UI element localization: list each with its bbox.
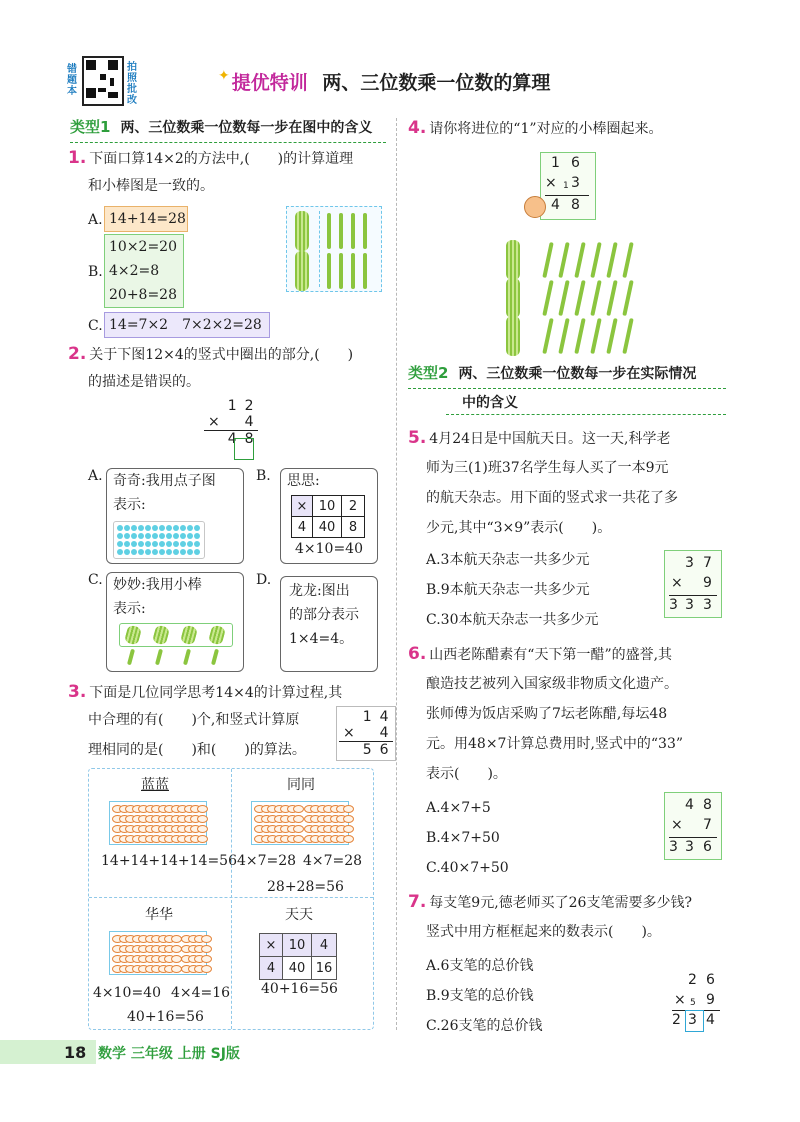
type2-underline (446, 414, 726, 415)
dot (117, 549, 123, 555)
dot (131, 541, 137, 547)
dot (117, 541, 123, 547)
page-title (218, 68, 550, 95)
stick (606, 280, 617, 316)
q4-line (408, 118, 663, 139)
oval (343, 815, 354, 823)
tongtong-ovals (251, 801, 349, 845)
q1-b-line1: 10×2=20 (109, 239, 177, 255)
header (0, 0, 800, 110)
q5-option-c[interactable]: C.30本航天杂志一共多少元 (426, 612, 599, 628)
dot (124, 533, 130, 539)
q7-option-c[interactable]: C.26支笔的总价钱 (426, 1018, 543, 1034)
dot (131, 525, 137, 531)
q6-line2: 酿造技艺被列入国家级非物质文化遗产。 (426, 676, 678, 692)
title-highlight: 提优特训 (231, 72, 308, 94)
stick (574, 318, 585, 354)
oval (197, 815, 208, 823)
stick (574, 280, 585, 316)
type1-text: 两、三位数乘一位数每一步在图中的含义 (120, 120, 373, 136)
dot (124, 549, 130, 555)
q3-vertical: 1 4 × 4 5 6 (336, 706, 396, 761)
q1-option-a-label[interactable]: A. (88, 212, 103, 228)
tiantian-equation: 40+16=56 (261, 981, 338, 997)
type2-header (408, 362, 726, 383)
q2-option-a[interactable] (106, 468, 244, 564)
q4-sticks (500, 236, 650, 356)
dot (117, 533, 123, 539)
dot (194, 541, 200, 547)
q4-text: 请你将进位的“1”对应的小棒圈起来。 (429, 121, 663, 137)
huahua-name: 华华 (145, 907, 173, 923)
oval (343, 835, 354, 843)
q1-stick-diagram (286, 206, 382, 292)
dot (187, 549, 193, 555)
q4-cartoon-icon (524, 196, 546, 218)
oval (197, 805, 208, 813)
q1-option-c-label[interactable]: C. (88, 318, 103, 334)
q2-option-b-label[interactable]: B. (256, 468, 271, 484)
huahua-eq3: 40+16=56 (127, 1009, 204, 1025)
dot (124, 525, 130, 531)
q7-number: 7. (408, 892, 427, 912)
q1-line2: 和小棒图是一致的。 (88, 178, 214, 194)
dot (173, 525, 179, 531)
q7-option-a[interactable]: A.6支笔的总价钱 (426, 958, 534, 974)
q2-b-table: × 10 2 4 40 8 (291, 495, 365, 538)
q3-methods-grid (88, 768, 374, 1030)
q2-a-text1: 奇奇:我用点子图 (113, 473, 216, 489)
q2-b-name: 思思: (287, 473, 320, 489)
q2-b-equation: 4×10=40 (295, 541, 363, 557)
qr-code[interactable] (82, 56, 124, 106)
stick (558, 242, 569, 278)
stick (574, 242, 585, 278)
stick-bundles (119, 623, 233, 647)
dot (117, 525, 123, 531)
dot (152, 533, 158, 539)
lanlan-name: 蓝蓝 (141, 777, 169, 793)
oval (171, 965, 182, 973)
type2-text1: 两、三位数乘一位数每一步在实际情况 (458, 366, 697, 382)
huahua-eq1: 4×10=40 (93, 985, 161, 1001)
dot (166, 549, 172, 555)
dot (145, 541, 151, 547)
q5-option-a[interactable]: A.3本航天杂志一共多少元 (426, 552, 590, 568)
dot (159, 541, 165, 547)
dot (138, 533, 144, 539)
oval (171, 955, 182, 963)
title-main: 两、三位数乘一位数的算理 (322, 72, 551, 94)
qr-right-label: 拍照批改 (127, 62, 137, 106)
oval (197, 835, 208, 843)
oval (293, 815, 304, 823)
oval (201, 945, 212, 953)
q1-text1: 下面口算14×2的方法中,( )的计算道理 (89, 151, 354, 167)
q3-line2: 中合理的有( )个,和竖式计算原 (88, 712, 300, 728)
stick (590, 318, 601, 354)
dot (159, 549, 165, 555)
stick (590, 242, 601, 278)
stick (558, 318, 569, 354)
q2-d-text3: 1×4=4。 (289, 631, 354, 647)
qr-left-label: 错题本 (67, 64, 77, 97)
dot-grid (113, 521, 205, 559)
tongtong-name: 同同 (287, 777, 315, 793)
tiantian-table: × 10 4 4 40 16 (259, 933, 337, 980)
q2-number: 2. (68, 344, 87, 364)
oval (293, 835, 304, 843)
q4-number: 4. (408, 118, 427, 138)
q6-line1 (408, 644, 672, 665)
oval (171, 945, 182, 953)
q1-b-line3: 20+8=28 (109, 287, 177, 303)
dot (194, 533, 200, 539)
dot (180, 525, 186, 531)
q2-d-text1: 龙龙:图出 (289, 583, 350, 599)
dot (173, 549, 179, 555)
q6-text1: 山西老陈醋素有“天下第一醋”的盛誉,其 (429, 647, 673, 663)
dot (138, 549, 144, 555)
tongtong-eq3: 28+28=56 (267, 879, 344, 895)
q4-vertical: 1 6 × 1 3 4 8 (540, 152, 596, 220)
oval (293, 825, 304, 833)
q1-line1 (68, 148, 353, 169)
dot (152, 549, 158, 555)
type2-tag: 类型2 (408, 364, 449, 382)
dot (187, 533, 193, 539)
sparkle-icon: ✦ (218, 68, 230, 84)
q1-option-a[interactable]: 14+14=28 (104, 206, 188, 232)
q6-option-b[interactable]: B.4×7+50 (426, 830, 500, 846)
q2-vertical: 1 2 × 4 4 8 (204, 398, 258, 447)
dot (131, 549, 137, 555)
q2-line1 (68, 344, 353, 365)
q6-line5: 表示( )。 (426, 766, 507, 782)
q5-number: 5. (408, 428, 427, 448)
q1-option-b[interactable] (104, 234, 184, 308)
q7-line2: 竖式中用方框框起来的数表示( )。 (426, 924, 661, 940)
column-divider (396, 118, 397, 1030)
oval (293, 805, 304, 813)
oval (171, 935, 182, 943)
q2-text1: 关于下图12×4的竖式中圈出的部分,( ) (89, 347, 354, 363)
stick (622, 318, 633, 354)
stick (542, 242, 553, 278)
dot (180, 533, 186, 539)
dot (145, 525, 151, 531)
q2-c-text1: 妙妙:我用小棒 (113, 577, 202, 593)
dot (180, 541, 186, 547)
dot (131, 533, 137, 539)
huahua-eq2: 4×4=16 (171, 985, 231, 1001)
q7-text1: 每支笔9元,德老师买了26支笔需要多少钱? (429, 895, 692, 911)
dot (187, 525, 193, 531)
q1-b-line2: 4×2=8 (109, 263, 160, 279)
q7-highlight-box (685, 1010, 704, 1032)
q6-line4: 元。用48×7计算总费用时,竖式中的“33” (426, 736, 684, 752)
q6-option-a[interactable]: A.4×7+5 (426, 800, 491, 816)
q5-text1: 4月24日是中国航天日。这一天,科学老 (429, 431, 671, 447)
q6-number: 6. (408, 644, 427, 664)
stick (622, 280, 633, 316)
page-number: 18 (64, 1043, 87, 1062)
huahua-ovals (109, 931, 207, 975)
q3-text1: 下面是几位同学思考14×4的计算过程,其 (89, 685, 343, 701)
dot (166, 541, 172, 547)
footer-book-info: 数学 三年级 上册 SJ版 (98, 1046, 240, 1062)
oval (343, 805, 354, 813)
q3-line3: 理相同的是( )和( )的算法。 (88, 742, 306, 758)
q7-vertical: 2 6 × 5 9 2 3 4 (668, 970, 724, 1030)
q2-option-d-label[interactable]: D. (256, 572, 272, 588)
oval (343, 825, 354, 833)
dot (145, 549, 151, 555)
q5-option-b[interactable]: B.9本航天杂志一共多少元 (426, 582, 590, 598)
q5-vertical: 3 7 × 9 3 3 3 (664, 550, 722, 618)
dot (166, 525, 172, 531)
q5-line1 (408, 428, 670, 449)
oval (201, 965, 212, 973)
stick (558, 280, 569, 316)
lanlan-equation: 14+14+14+14=56 (101, 853, 237, 869)
stick (542, 318, 553, 354)
dot (180, 549, 186, 555)
stick (606, 242, 617, 278)
q2-option-a-label[interactable]: A. (88, 468, 103, 484)
dot (194, 525, 200, 531)
dot (124, 541, 130, 547)
q2-option-c-label[interactable]: C. (88, 572, 103, 588)
type1-header (70, 116, 386, 137)
q5-line4: 少元,其中“3×9”表示( )。 (426, 520, 612, 536)
type2-text2: 中的含义 (462, 395, 518, 411)
dot (187, 541, 193, 547)
oval (201, 935, 212, 943)
q1-option-c[interactable]: 14=7×2 7×2×2=28 (104, 312, 270, 338)
q5-line2: 师为三(1)班37名学生每人买了一本9元 (426, 460, 669, 476)
stick (606, 318, 617, 354)
q2-d-text2: 的部分表示 (289, 607, 359, 623)
q1-number: 1. (68, 148, 87, 168)
tiantian-name: 天天 (285, 907, 313, 923)
tongtong-eq1: 4×7=28 (237, 853, 297, 869)
stick (542, 280, 553, 316)
dot (152, 541, 158, 547)
oval (201, 955, 212, 963)
dot (152, 525, 158, 531)
lanlan-ovals (109, 801, 207, 845)
dot (159, 525, 165, 531)
tongtong-eq2: 4×7=28 (303, 853, 363, 869)
q2-option-b[interactable] (280, 468, 378, 564)
q1-option-b-label[interactable]: B. (88, 264, 103, 280)
stick (622, 242, 633, 278)
type1-tag: 类型1 (70, 118, 111, 136)
oval (197, 825, 208, 833)
dot (159, 533, 165, 539)
dot (173, 541, 179, 547)
q2-a-text2: 表示: (113, 497, 146, 513)
stick (590, 280, 601, 316)
dot (138, 541, 144, 547)
q6-line3: 张师傅为饭店采购了7坛老陈醋,每坛48 (426, 706, 668, 722)
q3-line1 (68, 682, 342, 703)
q7-option-b[interactable]: B.9支笔的总价钱 (426, 988, 534, 1004)
dot (166, 533, 172, 539)
q3-number: 3. (68, 682, 87, 702)
q2-line2: 的描述是错误的。 (88, 374, 200, 390)
dot (194, 549, 200, 555)
q6-option-c[interactable]: C.40×7+50 (426, 860, 509, 876)
dot (145, 533, 151, 539)
dot (138, 525, 144, 531)
q5-line3: 的航天杂志。用下面的竖式求一共花了多 (426, 490, 678, 506)
q6-vertical: 4 8 × 7 3 3 6 (664, 792, 722, 860)
q2-option-c[interactable] (106, 572, 244, 672)
q7-line1 (408, 892, 692, 913)
q2-option-d[interactable] (280, 576, 378, 672)
q2-c-text2: 表示: (113, 601, 146, 617)
dot (173, 533, 179, 539)
